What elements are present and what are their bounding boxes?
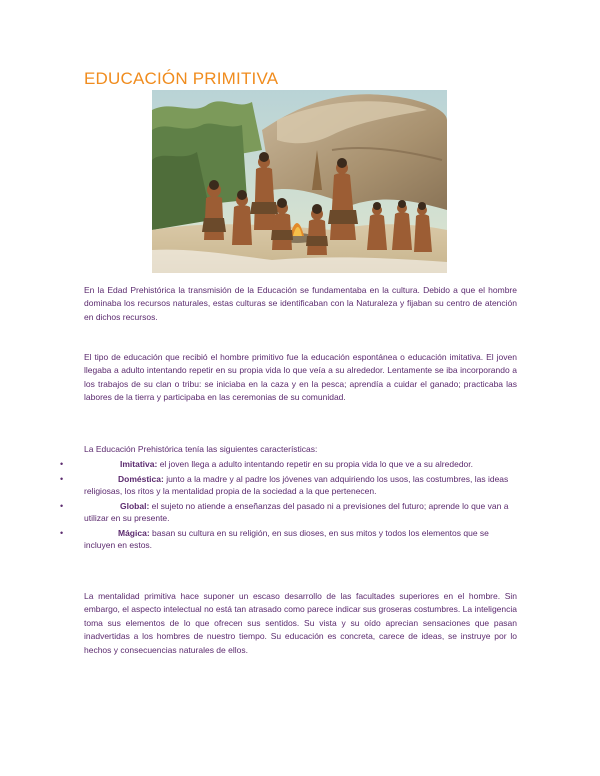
list-item-text [60,500,518,524]
paragraph-intro: En la Edad Prehistórica la transmisión de la Educación se fundamentaba en la cultura. Debido a que el hombre dominaba los recursos naturales, estas culturas se identificaban con la Naturaleza y fijaban su centro de atención en dichos recursos. [84,285,517,322]
list-item-heading: Doméstica: [118,473,164,484]
list-item [60,500,518,524]
list-item-body: basan su cultura en su religión, en sus dioses, en sus mitos y todos los elementos que se incluyen en estos. [84,527,489,550]
bullet-icon: • [60,473,64,484]
bullet-icon: • [60,500,64,511]
paragraph-mentality: La mentalidad primitiva hace suponer un escaso desarrollo de las facultades superiores en el hombre. Sin embargo, el aspecto intelectual no está tan atrasado como parece indicar sus groseras costumbres. La inteligencia toma sus elementos de lo que ofrecen sus sentidos. Su vista y su oído aprecian sensaciones que pasan inadvertidas a los hombres de nuestro tiempo. Su educación es concreta, carece de ideas, se instruye por lo hechos y consecuencias naturales de ellos. [84,591,517,655]
list-item-body: el sujeto no atiende a enseñanzas del pasado ni a previsiones del futuro; aprende lo que van a utilizar en su presente. [84,500,509,523]
list-item [60,473,518,497]
list-item-body: junto a la madre y al padre los jóvenes van adquiriendo los usos, las costumbres, las ideas religiosas, los ritos y la mentalidad propia de la sociedad a la que pertenecen. [84,473,509,496]
page-title: EDUCACIÓN PRIMITIVA [84,69,279,88]
list-item-heading: Global: [120,500,150,511]
list-item-heading: Imitativa: [120,459,158,469]
list-item [60,527,518,551]
characteristics-list [60,458,518,553]
list-item [60,458,518,470]
bullet-icon: • [60,527,64,538]
list-item-text [60,458,518,470]
list-item-heading: Mágica: [118,527,150,538]
bullet-icon: • [60,459,64,469]
paragraph-education-type: El tipo de educación que recibió el hombre primitivo fue la educación espontánea o educación imitativa. El joven llegaba a adulto intentando repetir en su propia vida lo que veía a su alrededor. Lentamente se iba incorporando a los trabajos de su clan o tribu: se iniciaba en la caza y en la pesca; aprendía a cuidar el ganado; practicaba las labores de la tierra y participaba en las ceremonias de su comunidad. [84,352,517,403]
list-item-body: el joven llega a adulto intentando repetir en su propia vida lo que ve a su alrededor. [157,459,473,469]
prehistoric-scene-image [152,90,447,273]
list-item-text [60,527,518,551]
characteristics-intro: La Educación Prehistórica tenía las siguientes características: [84,444,318,454]
list-item-text [60,473,518,497]
